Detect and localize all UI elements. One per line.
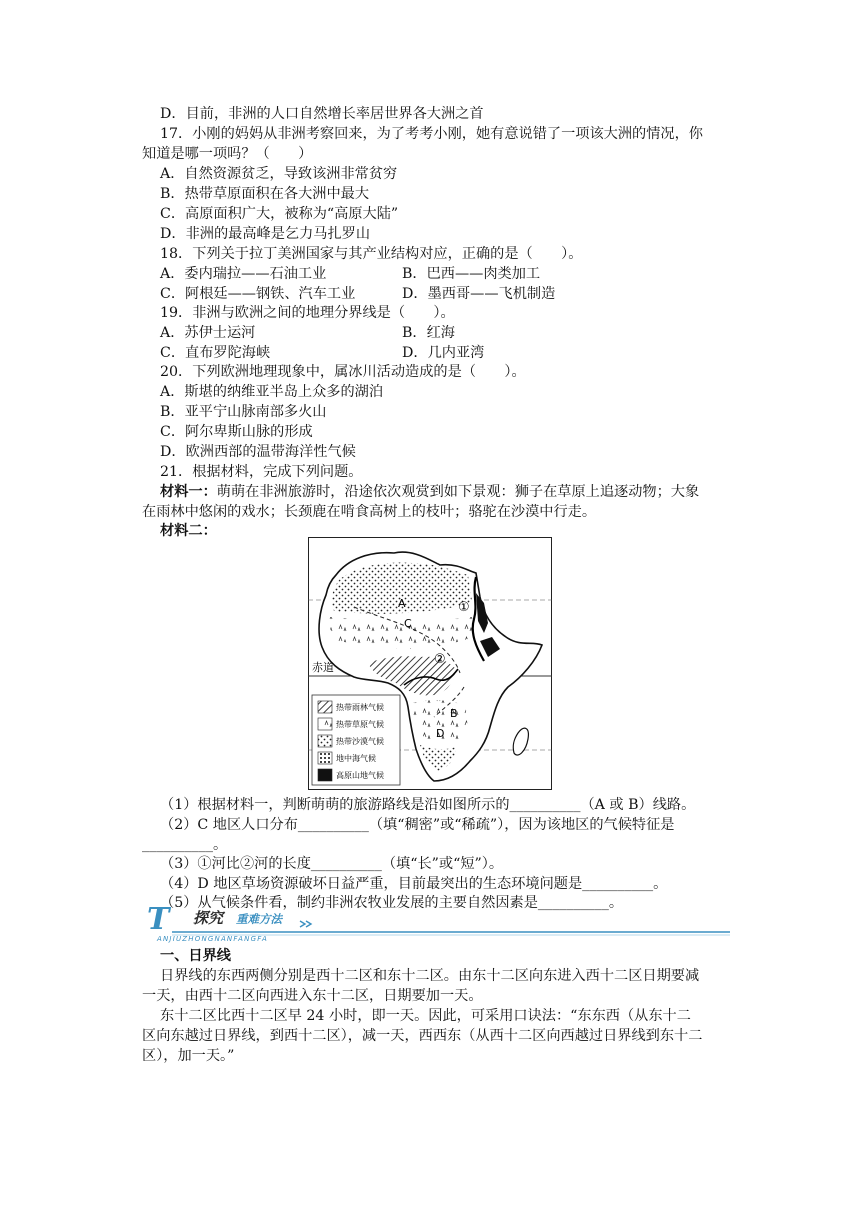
q18-option-c: C．阿根廷——钢铁、汽车工业 [160, 286, 356, 302]
q20-option-d: D．欧洲西部的温带海洋性气候 [160, 444, 356, 460]
q20-option-b: B．亚平宁山脉南部多火山 [160, 404, 327, 420]
legend-swatch-rainforest [318, 701, 332, 713]
banner-title: 探究 [193, 909, 224, 927]
q21-sub1: （1）根据材料一，判断萌萌的旅游路线是沿如图所示的__________（A 或 B）线路。 [160, 797, 696, 813]
legend-swatch-highland [318, 769, 332, 781]
map-label-equator: 赤道 [312, 661, 334, 674]
q18-option-a: A．委内瑞拉——石油工业 [160, 266, 327, 282]
africa-climate-map [308, 537, 552, 790]
q17-option-a: A．自然资源贫乏，导致该洲非常贫穷 [160, 166, 398, 182]
map-label-a: A [398, 597, 406, 610]
material1-text: 萌萌在非洲旅游时，沿途依次观赏到如下景观：狮子在草原上追逐动物；大象 [216, 484, 700, 500]
section-heading: 一、日界线 [160, 948, 231, 964]
q21-sub2-line2: __________。 [142, 837, 228, 853]
q21-sub4: （4）D 地区草场资源破坏日益严重，目前最突出的生态环境问题是__________。 [160, 876, 668, 892]
banner-chevron-icon [300, 921, 311, 927]
material2-label: 材料二： [160, 523, 217, 539]
legend-swatch-desert [318, 735, 332, 747]
q19-option-b: B．红海 [402, 325, 455, 341]
q18-option-d: D．墨西哥——飞机制造 [402, 286, 556, 302]
q17-option-b: B．热带草原面积在各大洲中最大 [160, 186, 370, 202]
q21-sub5: （5）从气候条件看，制约非洲农牧业发展的主要自然因素是__________。 [160, 895, 624, 911]
legend-label-rainforest: 热带雨林气候 [336, 703, 384, 712]
q20-option-a: A．斯堪的纳维亚半岛上众多的湖泊 [160, 384, 384, 400]
section-p2-line1: 东十二区比西十二区早 24 小时，即一天。因此，可采用口诀法：“东东西（从东十二 [160, 1008, 691, 1024]
q18-stem: 18．下列关于拉丁美洲国家与其产业结构对应，正确的是（ ）。 [160, 246, 583, 262]
legend-swatch-savanna [318, 718, 332, 730]
material1-label: 材料一： [160, 484, 217, 500]
legend-label-desert: 热带沙漠气候 [336, 737, 384, 746]
legend-label-savanna: 热带草原气候 [336, 720, 384, 729]
q20-option-c: C．阿尔卑斯山脉的形成 [160, 424, 313, 440]
q19-option-d: D．几内亚湾 [402, 345, 485, 361]
section-p1-line1: 日界线的东西两侧分别是西十二区和东十二区。由东十二区向东进入西十二区日期要减 [160, 968, 700, 984]
banner-logo-letter: T [147, 902, 170, 937]
q19-option-a: A．苏伊士运河 [160, 325, 256, 341]
banner-subtitle: 重难方法 [236, 912, 282, 926]
legend-label-highland: 高原山地气候 [336, 771, 384, 780]
map-label-river1: ① [458, 600, 470, 615]
map-label-c: C [404, 617, 412, 630]
q21-material1-line1 [160, 482, 699, 502]
section-p2-line3: 区），加一天。” [142, 1048, 235, 1064]
q21-stem: 21．根据材料，完成下列问题。 [160, 464, 363, 480]
q21-sub3: （3）①河比②河的长度__________（填“长”或“短”）。 [160, 856, 504, 872]
section-p2-line2: 区向东越过日界线，到西十二区），减一天，西西东（从西十二区向西越过日界线到东十二 [142, 1028, 703, 1044]
map-label-b: B [450, 707, 458, 720]
q17-stem-line2: 知道是哪一项吗？（ ） [142, 146, 313, 162]
q18-option-b: B．巴西——肉类加工 [402, 266, 541, 282]
q17-option-d: D．非洲的最高峰是乞力马扎罗山 [160, 226, 371, 242]
map-label-d: D [436, 727, 445, 740]
legend-label-mediterranean: 地中海气候 [336, 754, 376, 763]
banner-pinyin: ANJIUZHONGNANFANGFA [157, 935, 269, 943]
q20-stem: 20．下列欧洲地理现象中，属冰川活动造成的是（ ）。 [160, 364, 526, 380]
q19-option-c: C．直布罗陀海峡 [160, 345, 271, 361]
q16-option-d: D．目前，非洲的人口自然增长率居世界各大洲之首 [160, 106, 484, 122]
q17-option-c: C．高原面积广大，被称为“高原大陆” [160, 206, 399, 222]
legend-swatch-mediterranean [318, 752, 332, 764]
section-p1-line2: 一天，由西十二区向西进入东十二区，日期要加一天。 [142, 988, 483, 1004]
q21-sub2-line1: （2）C 地区人口分布__________（填“稠密”或“稀疏”），因为该地区的气候特征是 [160, 817, 675, 833]
map-label-river2: ② [434, 652, 446, 667]
q21-material1-line2: 在雨林中悠闲的戏水；长颈鹿在啃食高树上的枝叶；骆驼在沙漠中行走。 [142, 504, 597, 520]
q19-stem: 19．非洲与欧洲之间的地理分界线是（ ）。 [160, 305, 455, 321]
q17-stem-line1: 17．小刚的妈妈从非洲考察回来，为了考考小刚，她有意说错了一项该大洲的情况，你 [160, 126, 703, 142]
